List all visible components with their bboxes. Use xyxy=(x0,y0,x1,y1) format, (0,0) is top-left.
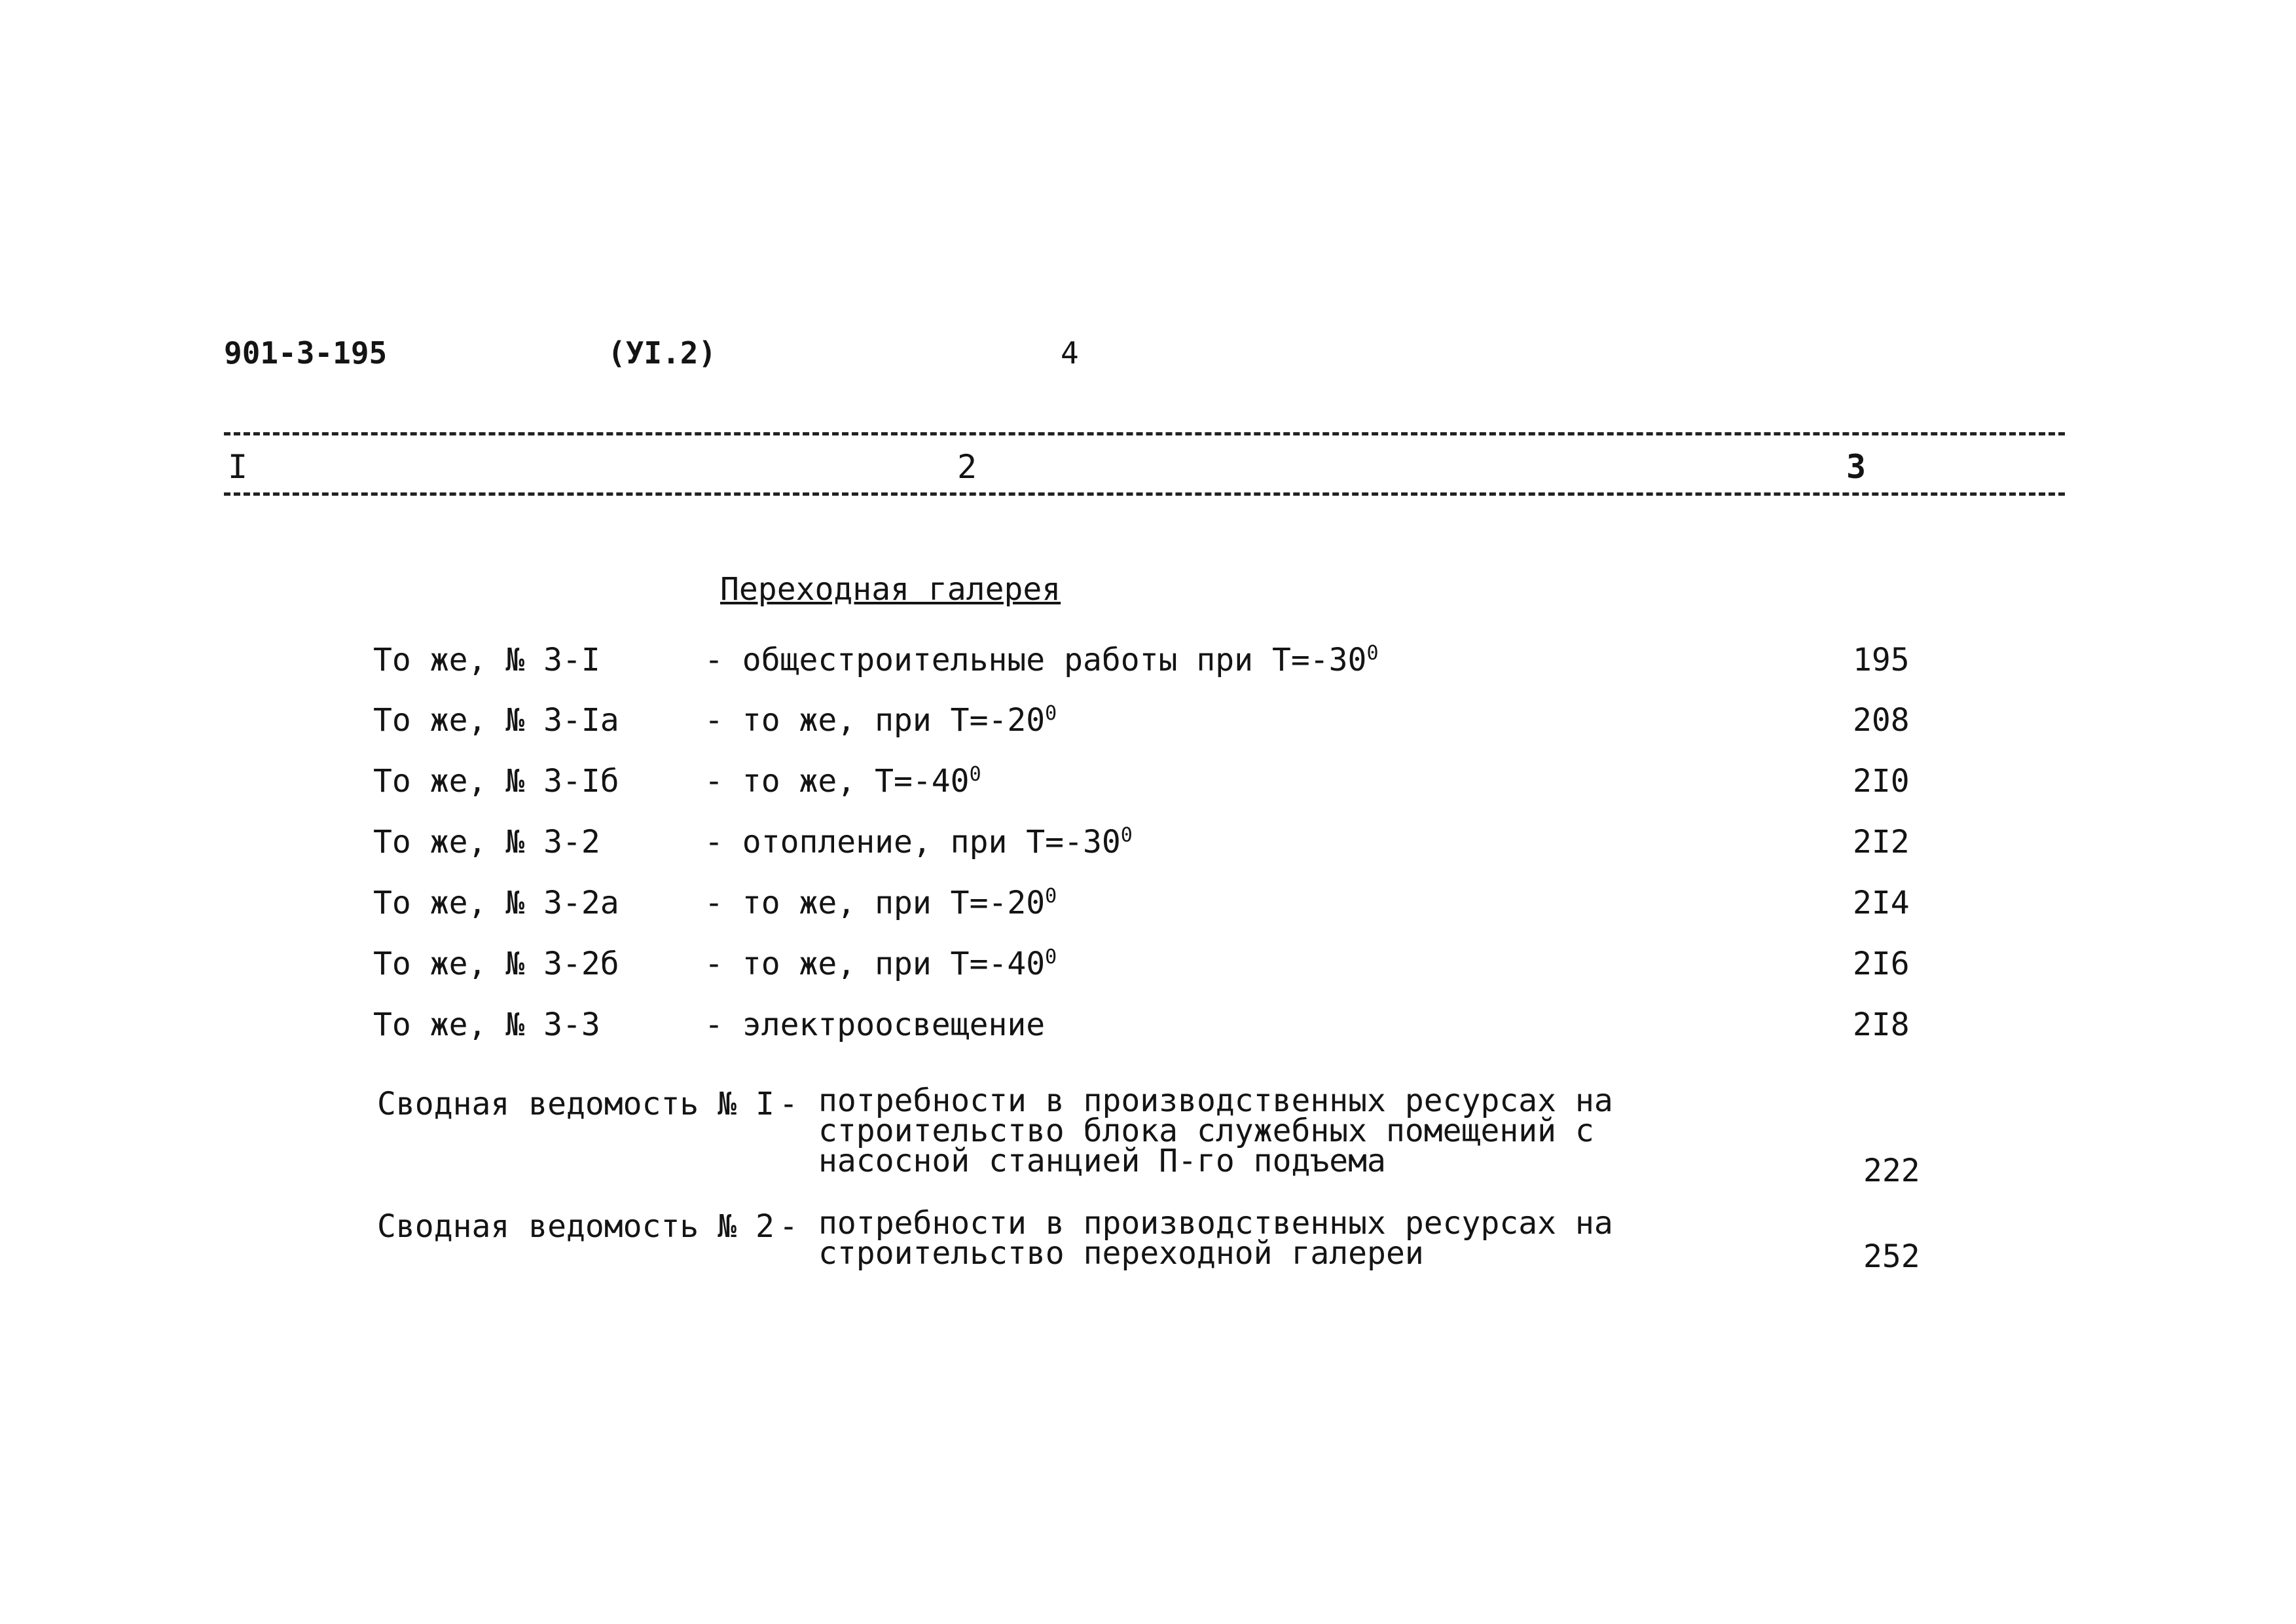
summary-reference: Сводная ведомость № 2 xyxy=(377,1208,774,1245)
row-reference: То же, № 3-I xyxy=(373,642,600,678)
row-description: - то же, при $Т=-20^0$ xyxy=(704,885,1057,921)
list-item xyxy=(0,946,2296,991)
row-page: 2I4 xyxy=(1853,885,1910,921)
volume-label: (УI.2) xyxy=(608,335,717,371)
list-item xyxy=(0,1006,2296,1052)
column-band-top-rule xyxy=(224,432,2065,435)
page-number: 4 xyxy=(1061,335,1079,371)
summary-dash: - xyxy=(779,1086,798,1122)
summary-dash: - xyxy=(779,1208,798,1245)
row-reference: То же, № 3-Iа xyxy=(373,702,619,739)
column-number-2: 2 xyxy=(957,448,977,486)
row-description: - то же, $Т=-40^0$ xyxy=(704,763,981,800)
row-reference: То же, № 3-2а xyxy=(373,885,619,921)
row-page: 2I8 xyxy=(1853,1006,1910,1043)
column-number-1: I xyxy=(228,448,248,486)
row-description: - то же, при $Т=-40^0$ xyxy=(704,946,1057,982)
summary-reference: Сводная ведомость № I xyxy=(377,1086,774,1122)
list-item xyxy=(0,702,2296,748)
list-item xyxy=(0,885,2296,931)
list-item xyxy=(0,824,2296,870)
column-band-bottom-rule xyxy=(224,492,2065,496)
row-reference: То же, № 3-2б xyxy=(373,946,619,982)
row-page: 2I6 xyxy=(1853,946,1910,982)
summary-description: потребности в производственных ресурсах на строительство блока служебных помещений с насосной станцией П-го подъема xyxy=(818,1082,1613,1179)
row-page: 195 xyxy=(1853,642,1910,678)
column-number-3: 3 xyxy=(1846,448,1867,486)
row-reference: То же, № 3-Iб xyxy=(373,763,619,800)
row-page: 2I0 xyxy=(1853,763,1910,800)
row-reference: То же, № 3-3 xyxy=(373,1006,600,1043)
section-title: Переходная галерея xyxy=(720,571,1061,608)
row-description: - то же, при $Т=-20^0$ xyxy=(704,702,1057,739)
list-item xyxy=(0,642,2296,688)
row-description: - общестроительные работы при $Т=-30^0$ xyxy=(704,642,1379,678)
list-item xyxy=(0,763,2296,809)
summary-description: потребности в производственных ресурсах на строительство переходной галереи xyxy=(818,1205,1613,1272)
row-page: 208 xyxy=(1853,702,1910,739)
row-reference: То же, № 3-2 xyxy=(373,824,600,860)
summary-page: 222 xyxy=(1863,1153,1920,1189)
row-description: - отопление, при $Т=-30^0$ xyxy=(704,824,1133,860)
summary-page: 252 xyxy=(1863,1238,1920,1275)
row-page: 2I2 xyxy=(1853,824,1910,860)
document-code: 901-3-195 xyxy=(224,335,388,371)
row-description: - электроосвещение xyxy=(704,1006,1046,1043)
